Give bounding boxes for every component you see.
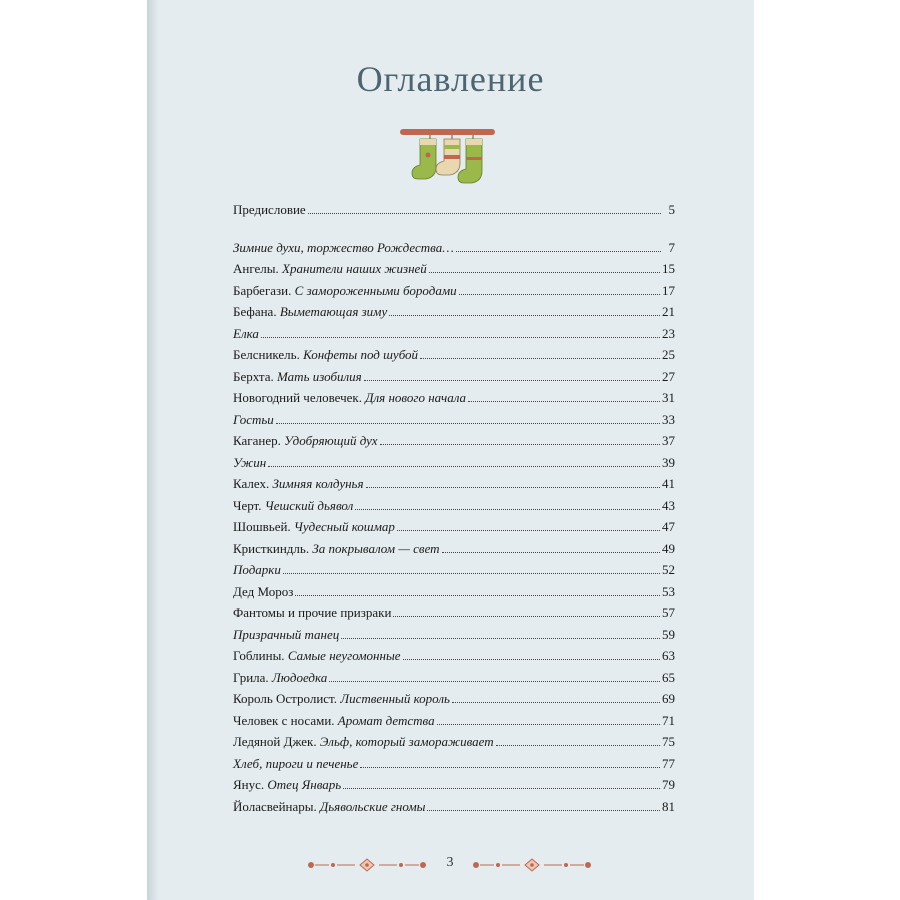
dot-leader (308, 212, 661, 214)
toc-page-number: 49 (662, 540, 675, 556)
dot-leader (355, 508, 660, 510)
toc-entry: Янус. Отец Январь (233, 777, 342, 792)
toc-row (233, 261, 675, 283)
table-of-contents (233, 202, 675, 820)
toc-page-number: 57 (662, 605, 675, 620)
dot-leader (459, 293, 660, 295)
toc-page-number: 27 (662, 368, 675, 384)
toc-entry: Подарки (233, 562, 281, 577)
toc-row (233, 777, 675, 799)
toc-page-number: 65 (662, 669, 675, 685)
toc-row (233, 347, 675, 369)
toc-page-number: 21 (662, 304, 675, 319)
toc-row (233, 756, 675, 778)
dot-leader (437, 723, 660, 725)
page-number: 3 (446, 855, 454, 870)
toc-row (233, 476, 675, 498)
toc-row (233, 369, 675, 391)
toc-row (233, 627, 675, 649)
toc-entry: Хлеб, пироги и печенье (233, 755, 359, 771)
dot-leader (343, 787, 660, 789)
dot-leader (420, 357, 660, 359)
toc-entry: Елка (233, 325, 259, 341)
dot-leader (295, 594, 660, 596)
toc-row (233, 412, 675, 434)
dot-leader (496, 744, 660, 746)
toc-entry: Черт. Чешский дьявол (233, 497, 354, 513)
toc-entry: Зимние духи, торжество Рождества… (233, 239, 454, 255)
dot-leader (442, 551, 660, 553)
dot-leader (341, 637, 660, 639)
dot-leader (397, 529, 660, 531)
dot-leader (364, 379, 660, 381)
toc-row (233, 541, 675, 563)
toc-entry: Король Остролист. Лиственный король (233, 691, 450, 706)
dot-leader (366, 486, 660, 488)
toc-entry: Бефана. Выметающая зиму (233, 304, 388, 319)
dot-leader (329, 680, 660, 682)
dot-leader (268, 465, 660, 467)
page-title: Оглавление (356, 59, 545, 99)
toc-entry: Грила. Людоедка (233, 669, 328, 685)
dot-leader (429, 271, 660, 273)
toc-row (233, 433, 675, 455)
toc-page-number: 53 (662, 583, 675, 599)
toc-page-number: 81 (662, 798, 675, 814)
toc-row (233, 734, 675, 756)
dot-leader (456, 250, 661, 252)
book-page (147, 0, 754, 900)
toc-row (233, 691, 675, 713)
toc-page-number: 23 (662, 325, 675, 341)
toc-page-number: 7 (668, 239, 675, 255)
dot-leader (261, 336, 660, 338)
toc-page-number: 33 (662, 411, 675, 427)
toc-page-number: 15 (662, 261, 675, 276)
toc-entry: Барбегази. С замороженными бородами (233, 282, 457, 298)
dot-leader (380, 443, 660, 445)
toc-row (233, 605, 675, 627)
toc-entry: Гоблины. Самые неугомонные (233, 648, 401, 663)
toc-page-number: 43 (662, 497, 675, 513)
toc-page-number: 77 (662, 755, 675, 771)
toc-entry: Гостьи (233, 411, 274, 427)
toc-row (233, 202, 675, 224)
ornament-divider (472, 858, 592, 872)
toc-page-number: 52 (662, 562, 675, 577)
toc-entry: Ангелы. Хранители наших жизней (233, 261, 427, 276)
toc-entry: Фантомы и прочие призраки (233, 605, 392, 620)
toc-row (233, 455, 675, 477)
toc-page-number: 5 (668, 202, 675, 217)
toc-page-number: 59 (662, 626, 675, 642)
toc-row (233, 304, 675, 326)
toc-row (233, 648, 675, 670)
toc-page-number: 71 (662, 712, 675, 728)
toc-entry: Дед Мороз (233, 583, 294, 599)
toc-page-number: 39 (662, 454, 675, 470)
toc-page-number: 31 (662, 390, 675, 405)
toc-row (233, 584, 675, 606)
toc-row (233, 326, 675, 348)
toc-entry: Новогодний человечек. Для нового начала (233, 390, 467, 405)
dot-leader (276, 422, 660, 424)
toc-row (233, 390, 675, 412)
toc-row (233, 670, 675, 692)
toc-entry: Человек с носами. Аромат детства (233, 712, 435, 728)
toc-entry: Белсникель. Конфеты под шубой (233, 347, 419, 362)
dot-leader (360, 766, 660, 768)
toc-row (233, 562, 675, 584)
dot-leader (283, 572, 660, 574)
toc-page-number: 25 (662, 347, 675, 362)
toc-entry: Берхта. Мать изобилия (233, 368, 362, 384)
dot-leader (389, 314, 660, 316)
toc-entry: Шошвьей. Чудесный кошмар (233, 519, 395, 534)
gutter-shadow (147, 0, 159, 900)
toc-page-number: 63 (662, 648, 675, 663)
toc-row (233, 519, 675, 541)
toc-entry: Ужин (233, 454, 267, 470)
background-right (754, 0, 900, 900)
toc-entry: Калех. Зимняя колдунья (233, 476, 364, 491)
toc-entry: Кристкиндль. За покрывалом — свет (233, 540, 440, 556)
toc-entry: Ледяной Джек. Эльф, который замораживает (233, 734, 494, 749)
toc-page-number: 47 (662, 519, 675, 534)
toc-entry: Призрачный танец (233, 626, 340, 642)
toc-row (233, 799, 675, 821)
toc-entry: Предисловие (233, 202, 306, 217)
dot-leader (393, 615, 660, 617)
toc-entry: Каганер. Удобряющий дух (233, 433, 378, 448)
ornament-divider (307, 858, 427, 872)
toc-page-number: 69 (662, 691, 675, 706)
toc-page-number: 37 (662, 433, 675, 448)
toc-page-number: 79 (662, 777, 675, 792)
page-footer (147, 855, 754, 875)
dot-leader (468, 400, 660, 402)
toc-row (233, 498, 675, 520)
toc-row (233, 713, 675, 735)
dot-leader (427, 809, 660, 811)
toc-row (233, 283, 675, 305)
toc-entry: Йоласвейнары. Дьявольские гномы (233, 798, 426, 814)
toc-page-number: 17 (662, 282, 675, 298)
socks-illustration (400, 125, 495, 195)
toc-page-number: 41 (662, 476, 675, 491)
toc-row (233, 240, 675, 262)
toc-page-number: 75 (662, 734, 675, 749)
dot-leader (452, 701, 660, 703)
dot-leader (403, 658, 660, 660)
